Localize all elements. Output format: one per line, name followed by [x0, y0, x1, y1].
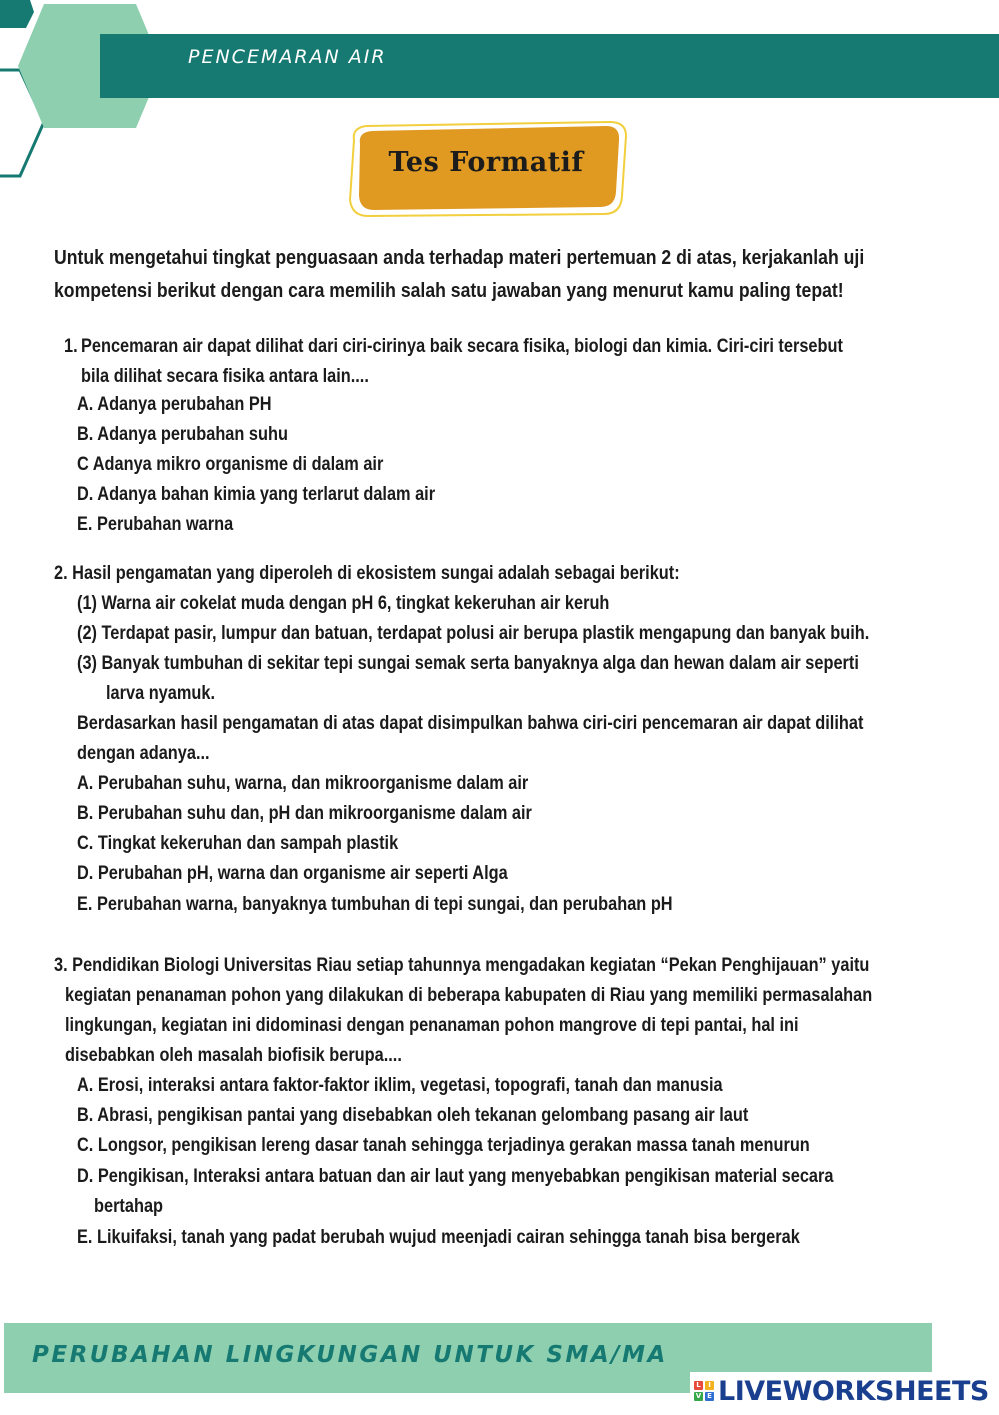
footer-title: PERUBAHAN LINGKUNGAN UNTUK SMA/MA: [32, 1342, 668, 1368]
q3-stem-line-3: lingkungan, kegiatan ini didominasi dengan penanaman pohon mangrove di tepi pantai, hal ini: [65, 1015, 799, 1036]
q2-option-a[interactable]: A. Perubahan suhu, warna, dan mikroorganisme dalam air: [77, 773, 529, 794]
q1-stem-line-2: bila dilihat secara fisika antara lain....: [81, 366, 369, 387]
q3-option-d[interactable]: D. Pengikisan, Interaksi antara batuan dan air laut yang menyebabkan pengikisan material secara: [77, 1166, 834, 1187]
logo-grid-letter: E: [705, 1392, 714, 1401]
liveworksheets-logo[interactable]: [690, 1372, 995, 1410]
liveworksheets-logo-icon: [694, 1381, 714, 1401]
q2-stem-line-2: Berdasarkan hasil pengamatan di atas dapat disimpulkan bahwa ciri-ciri pencemaran air dapat dilihat: [77, 713, 864, 734]
q2-stem-line-3: dengan adanya...: [77, 743, 210, 764]
q1-option-d[interactable]: D. Adanya bahan kimia yang terlarut dalam air: [77, 484, 436, 505]
q3-stem-line-2: kegiatan penanaman pohon yang dilakukan di beberapa kabupaten di Riau yang memiliki permasalahan: [65, 985, 873, 1006]
q2-option-e[interactable]: E. Perubahan warna, banyaknya tumbuhan di tepi sungai, dan perubahan pH: [77, 894, 673, 915]
q2-observation-2: (2) Terdapat pasir, lumpur dan batuan, terdapat polusi air berupa plastik mengapung dan banyak buih.: [77, 623, 870, 644]
q2-observation-3: (3) Banyak tumbuhan di sekitar tepi sungai semak serta banyaknya alga dan hewan dalam air seperti: [77, 653, 859, 674]
q3-option-a[interactable]: A. Erosi, interaksi antara faktor-faktor iklim, vegetasi, topografi, tanah dan manusia: [77, 1075, 723, 1096]
q3-stem-line-4: disebabkan oleh masalah biofisik berupa....: [65, 1045, 402, 1066]
intro-line-1: Untuk mengetahui tingkat penguasaan anda terhadap materi pertemuan 2 di atas, kerjakanlah uji: [54, 246, 865, 269]
q1-stem-line-1: Pencemaran air dapat dilihat dari ciri-cirinya baik secara fisika, biologi dan kimia. Ciri-ciri tersebut: [81, 336, 843, 357]
q3-option-e[interactable]: E. Likuifaksi, tanah yang padat berubah wujud meenjadi cairan sehingga tanah bisa bergerak: [77, 1227, 800, 1248]
logo-grid-letter: I: [705, 1381, 714, 1390]
q1-number: 1.: [64, 336, 78, 357]
q3-option-d-cont[interactable]: bertahap: [94, 1196, 164, 1217]
q2-stem-line-1: 2. Hasil pengamatan yang diperoleh di ekosistem sungai adalah sebagai berikut:: [54, 563, 680, 584]
header-title: PENCEMARAN AIR: [188, 46, 387, 68]
q3-stem-line-1: 3. Pendidikan Biologi Universitas Riau setiap tahunnya mengadakan kegiatan “Pekan Penghijauan” yaitu: [54, 955, 870, 976]
q3-option-c[interactable]: C. Longsor, pengikisan lereng dasar tanah sehingga terjadinya gerakan massa tanah menurun: [77, 1135, 810, 1156]
q2-option-b[interactable]: B. Perubahan suhu dan, pH dan mikroorganisme dalam air: [77, 803, 532, 824]
q2-observation-1: (1) Warna air cokelat muda dengan pH 6, tingkat kekeruhan air keruh: [77, 593, 610, 614]
q1-option-b[interactable]: B. Adanya perubahan suhu: [77, 424, 288, 445]
logo-grid-letter: V: [695, 1392, 702, 1400]
q2-option-c[interactable]: C. Tingkat kekeruhan dan sampah plastik: [77, 833, 399, 854]
q2-option-d[interactable]: D. Perubahan pH, warna dan organisme air seperti Alga: [77, 863, 508, 884]
intro-line-2: kompetensi berikut dengan cara memilih salah satu jawaban yang menurut kamu paling tepat!: [54, 279, 844, 302]
q1-option-c[interactable]: C Adanya mikro organisme di dalam air: [77, 454, 384, 475]
liveworksheets-logo-text: LIVEWORKSHEETS: [718, 1375, 989, 1407]
title-badge-text: Tes Formatif: [388, 147, 584, 178]
q1-option-a[interactable]: A. Adanya perubahan PH: [77, 394, 272, 415]
logo-grid-letter: L: [694, 1381, 703, 1390]
q1-option-e[interactable]: E. Perubahan warna: [77, 514, 234, 535]
q2-observation-3-cont: larva nyamuk.: [106, 683, 216, 704]
q3-option-b[interactable]: B. Abrasi, pengikisan pantai yang disebabkan oleh tekanan gelombang pasang air laut: [77, 1105, 749, 1126]
